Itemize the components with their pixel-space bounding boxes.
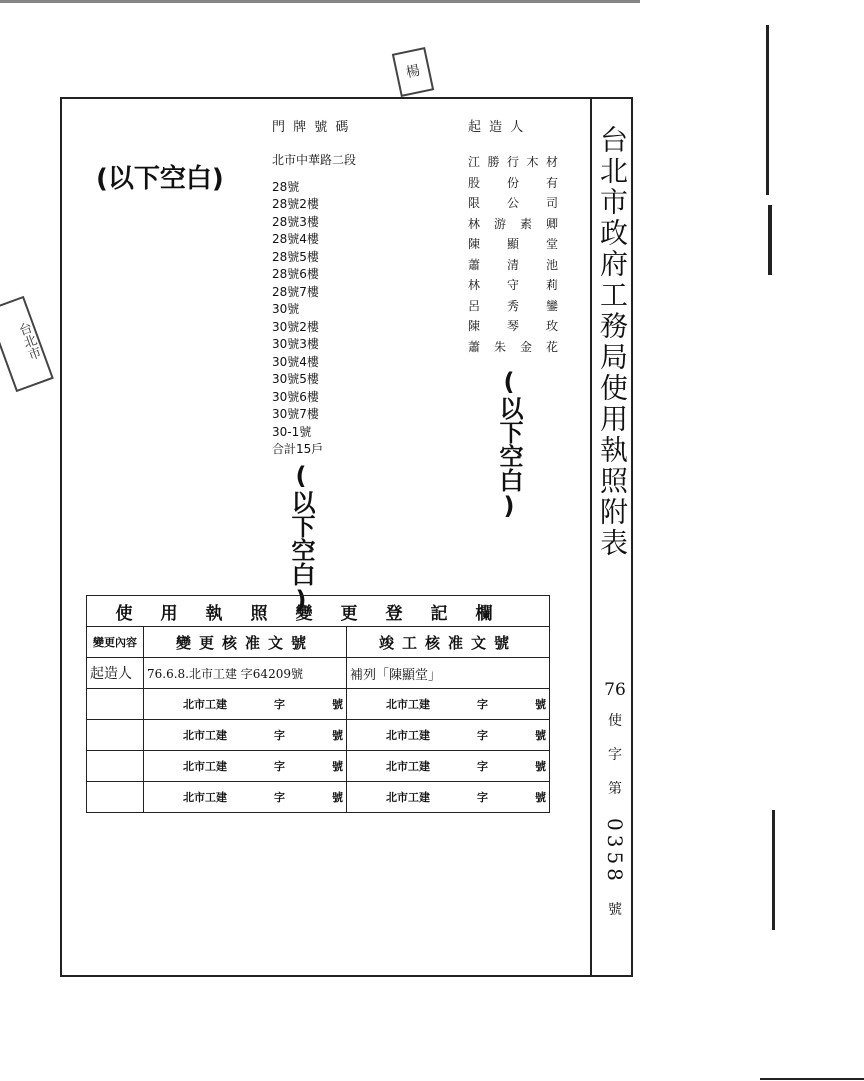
address-line: 30號4樓 <box>272 354 319 369</box>
builder-char: 司 <box>545 196 558 210</box>
builder-name <box>468 173 558 194</box>
address-line: 28號 <box>272 179 300 194</box>
scan-mark <box>766 25 769 195</box>
builder-char: 陳 <box>468 319 481 333</box>
filled-completion: 補列「陳顯堂」 <box>347 658 550 689</box>
blank-mark-left: (以下空白) <box>96 164 224 194</box>
builder-char: 琴 <box>506 319 519 333</box>
header-completion-approval: 竣工核准文號 <box>347 627 550 658</box>
blank-mark-address: (以下空白) <box>287 462 315 614</box>
builder-name <box>468 275 558 296</box>
blank-completion <box>347 782 550 813</box>
table-row <box>87 782 550 813</box>
header-change-content: 變更內容 <box>87 627 144 658</box>
builder-char: 份 <box>506 175 519 190</box>
builder-char: 江 <box>468 155 481 169</box>
builder-char: 林 <box>468 216 481 231</box>
blank-hao: 號 <box>535 729 546 742</box>
builder-char: 呂 <box>468 298 481 313</box>
address-line: 28號2樓 <box>272 197 319 211</box>
blank-hao: 號 <box>535 698 546 711</box>
address-line: 30-1號 <box>272 424 312 439</box>
blank-zi: 字 <box>274 698 285 711</box>
address-line: 28號3樓 <box>272 214 319 229</box>
table-row <box>87 658 550 689</box>
permit-year: 76 <box>604 680 626 700</box>
builder-char: 蕭 <box>468 339 481 354</box>
builder-char: 游 <box>493 216 506 231</box>
builder-char: 金 <box>519 339 532 354</box>
address-line: 30號3樓 <box>272 337 319 351</box>
blank-zi: 字 <box>274 729 285 742</box>
builder-name <box>468 152 558 173</box>
scan-mark <box>760 1078 864 1080</box>
builder-char: 股 <box>468 175 481 190</box>
blank-prefix: 北市工建 <box>386 791 430 804</box>
builder-char: 林 <box>468 278 481 292</box>
permit-serial: 0358 <box>603 818 627 885</box>
blank-approval <box>144 720 347 751</box>
permit-zi: 字 <box>608 747 622 763</box>
scan-edge <box>0 0 640 3</box>
builder-char: 鑾 <box>545 298 558 313</box>
builder-char: 玫 <box>545 319 558 333</box>
builder-char: 公 <box>506 196 519 210</box>
blank-completion <box>347 689 550 720</box>
change-register-table <box>86 595 550 813</box>
builder-char: 朱 <box>493 339 506 354</box>
blank-hao: 號 <box>332 791 343 804</box>
builder-char: 莉 <box>545 278 558 292</box>
builder-name <box>468 214 558 235</box>
address-column-header: 門 牌 號 碼 <box>272 120 351 135</box>
builder-column-header: 起 造 人 <box>468 120 526 135</box>
blank-approval <box>144 751 347 782</box>
blank-hao: 號 <box>332 698 343 711</box>
blank-hao: 號 <box>535 760 546 773</box>
builder-char: 限 <box>468 196 481 210</box>
address-line: 30號5樓 <box>272 372 319 386</box>
blank-zi: 字 <box>477 760 488 773</box>
blank-prefix: 北市工建 <box>183 729 227 742</box>
builder-char: 顯 <box>506 237 519 251</box>
builder-char: 花 <box>545 339 558 354</box>
builder-char: 秀 <box>506 298 519 313</box>
builder-name <box>468 296 558 317</box>
builder-char: 蕭 <box>468 257 481 272</box>
blank-zi: 字 <box>477 791 488 804</box>
seal-stamp-left <box>0 296 54 392</box>
address-line: 北市中華路二段 <box>272 153 357 167</box>
blank-zi: 字 <box>477 698 488 711</box>
address-line: 合計15戶 <box>272 442 324 456</box>
blank-content <box>87 720 144 751</box>
blank-content <box>87 782 144 813</box>
table-row <box>87 689 550 720</box>
blank-zi: 字 <box>477 729 488 742</box>
builder-name <box>468 337 558 358</box>
blank-content <box>87 689 144 720</box>
blank-content <box>87 751 144 782</box>
scan-mark <box>768 205 772 275</box>
builder-char: 堂 <box>545 237 558 251</box>
builder-name <box>468 255 558 276</box>
filled-content: 起造人 <box>87 658 144 689</box>
builder-char: 有 <box>545 175 558 190</box>
builder-char: 陳 <box>468 237 481 251</box>
seal-stamp-top <box>392 47 434 97</box>
builder-list <box>468 152 558 357</box>
blank-prefix: 北市工建 <box>183 698 227 711</box>
blank-prefix: 北市工建 <box>183 791 227 804</box>
blank-approval <box>144 689 347 720</box>
table-row <box>87 720 550 751</box>
blank-completion <box>347 751 550 782</box>
blank-zi: 字 <box>274 791 285 804</box>
blank-completion <box>347 720 550 751</box>
register-title: 使用執照變更登記欄 <box>87 596 550 627</box>
blank-hao: 號 <box>332 760 343 773</box>
blank-prefix: 北市工建 <box>183 760 227 773</box>
builder-name <box>468 193 558 214</box>
builder-char: 守 <box>506 278 519 292</box>
address-line: 30號7樓 <box>272 407 319 421</box>
permit-type: 使 <box>608 713 622 729</box>
blank-zi: 字 <box>274 760 285 773</box>
seal-stamp-top-text: 楊 <box>404 62 422 82</box>
builder-name <box>468 316 558 337</box>
permit-hao: 號 <box>608 901 622 918</box>
table-row <box>87 751 550 782</box>
header-change-approval: 變更核准文號 <box>144 627 347 658</box>
builder-char: 素 <box>519 216 532 231</box>
blank-prefix: 北市工建 <box>386 729 430 742</box>
scan-mark <box>772 810 775 930</box>
builder-char: 清 <box>506 257 519 272</box>
address-line: 28號7樓 <box>272 284 319 299</box>
builder-char: 卿 <box>545 216 558 231</box>
address-line: 30號6樓 <box>272 389 319 404</box>
blank-hao: 號 <box>332 729 343 742</box>
address-line: 30號2樓 <box>272 319 319 334</box>
address-line: 28號4樓 <box>272 232 319 246</box>
address-list <box>272 152 356 459</box>
builder-char: 材 <box>545 155 558 169</box>
address-line: 28號6樓 <box>272 267 319 281</box>
permit-di: 第 <box>608 781 622 797</box>
blank-approval <box>144 782 347 813</box>
blank-prefix: 北市工建 <box>386 760 430 773</box>
builder-char: 行 <box>506 155 519 169</box>
blank-mark-builder: (以下空白) <box>495 368 523 520</box>
seal-stamp-left-text: 台北市 <box>14 320 42 362</box>
builder-name <box>468 234 558 255</box>
blank-hao: 號 <box>535 791 546 804</box>
builder-char: 池 <box>545 257 558 272</box>
address-line: 30號 <box>272 302 300 316</box>
filled-approval: 76.6.8.北市工建 字64209號 <box>144 658 347 689</box>
permit-number <box>600 680 630 919</box>
builder-char: 木 <box>526 155 539 169</box>
builder-char: 勝 <box>487 155 500 169</box>
document-title: 台北市政府工務局使用執照附表 <box>596 125 629 559</box>
sidebar-divider <box>590 97 592 977</box>
address-line: 28號5樓 <box>272 249 319 264</box>
blank-prefix: 北市工建 <box>386 698 430 711</box>
